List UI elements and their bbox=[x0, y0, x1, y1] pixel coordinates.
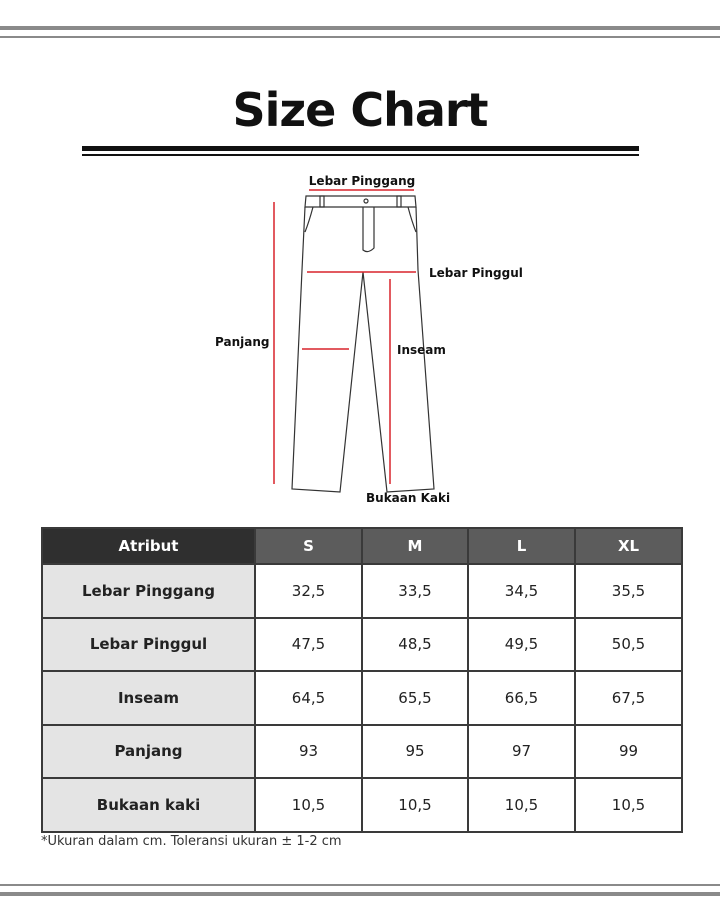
label-inseam: Inseam bbox=[397, 343, 446, 357]
table-cell: 65,5 bbox=[362, 671, 468, 725]
table-cell: 10,5 bbox=[255, 778, 362, 832]
bottom-frame-line bbox=[0, 892, 720, 896]
table-row bbox=[42, 671, 682, 725]
label-lebar-pinggul: Lebar Pinggul bbox=[429, 266, 523, 280]
table-cell: 64,5 bbox=[255, 671, 362, 725]
pants-diagram bbox=[0, 160, 720, 520]
header-size-xl: XL bbox=[575, 528, 682, 564]
row-label: Bukaan kaki bbox=[42, 778, 255, 832]
table-cell: 95 bbox=[362, 725, 468, 779]
header-size-l: L bbox=[468, 528, 575, 564]
row-label: Lebar Pinggang bbox=[42, 564, 255, 618]
table-row bbox=[42, 564, 682, 618]
header-attribute: Atribut bbox=[42, 528, 255, 564]
row-label: Panjang bbox=[42, 725, 255, 779]
header-size-m: M bbox=[362, 528, 468, 564]
table-row bbox=[42, 618, 682, 672]
table-cell: 33,5 bbox=[362, 564, 468, 618]
table-cell: 35,5 bbox=[575, 564, 682, 618]
top-frame-line bbox=[0, 26, 720, 30]
header-size-s: S bbox=[255, 528, 362, 564]
table-cell: 66,5 bbox=[468, 671, 575, 725]
table-row bbox=[42, 778, 682, 832]
table-cell: 97 bbox=[468, 725, 575, 779]
table-cell: 34,5 bbox=[468, 564, 575, 618]
row-label: Inseam bbox=[42, 671, 255, 725]
table-cell: 32,5 bbox=[255, 564, 362, 618]
table-row bbox=[42, 725, 682, 779]
table-cell: 47,5 bbox=[255, 618, 362, 672]
page-title: Size Chart bbox=[232, 83, 488, 137]
table-header-row bbox=[42, 528, 682, 564]
title-rule-thick bbox=[82, 146, 639, 151]
title-rule-thin bbox=[82, 154, 639, 156]
size-table bbox=[41, 527, 683, 833]
table-cell: 10,5 bbox=[468, 778, 575, 832]
label-bukaan-kaki: Bukaan Kaki bbox=[366, 491, 451, 505]
bottom-frame-line-thin bbox=[0, 884, 720, 886]
table-cell: 93 bbox=[255, 725, 362, 779]
size-tolerance-note: *Ukuran dalam cm. Toleransi ukuran ± 1-2 cm bbox=[41, 834, 342, 849]
table-cell: 99 bbox=[575, 725, 682, 779]
table-cell: 50,5 bbox=[575, 618, 682, 672]
table-cell: 48,5 bbox=[362, 618, 468, 672]
table-cell: 67,5 bbox=[575, 671, 682, 725]
table-cell: 10,5 bbox=[575, 778, 682, 832]
table-cell: 49,5 bbox=[468, 618, 575, 672]
top-frame-line-thin bbox=[0, 36, 720, 38]
row-label: Lebar Pinggul bbox=[42, 618, 255, 672]
label-lebar-pinggang: Lebar Pinggang bbox=[308, 174, 416, 188]
label-panjang: Panjang bbox=[215, 335, 270, 349]
table-cell: 10,5 bbox=[362, 778, 468, 832]
